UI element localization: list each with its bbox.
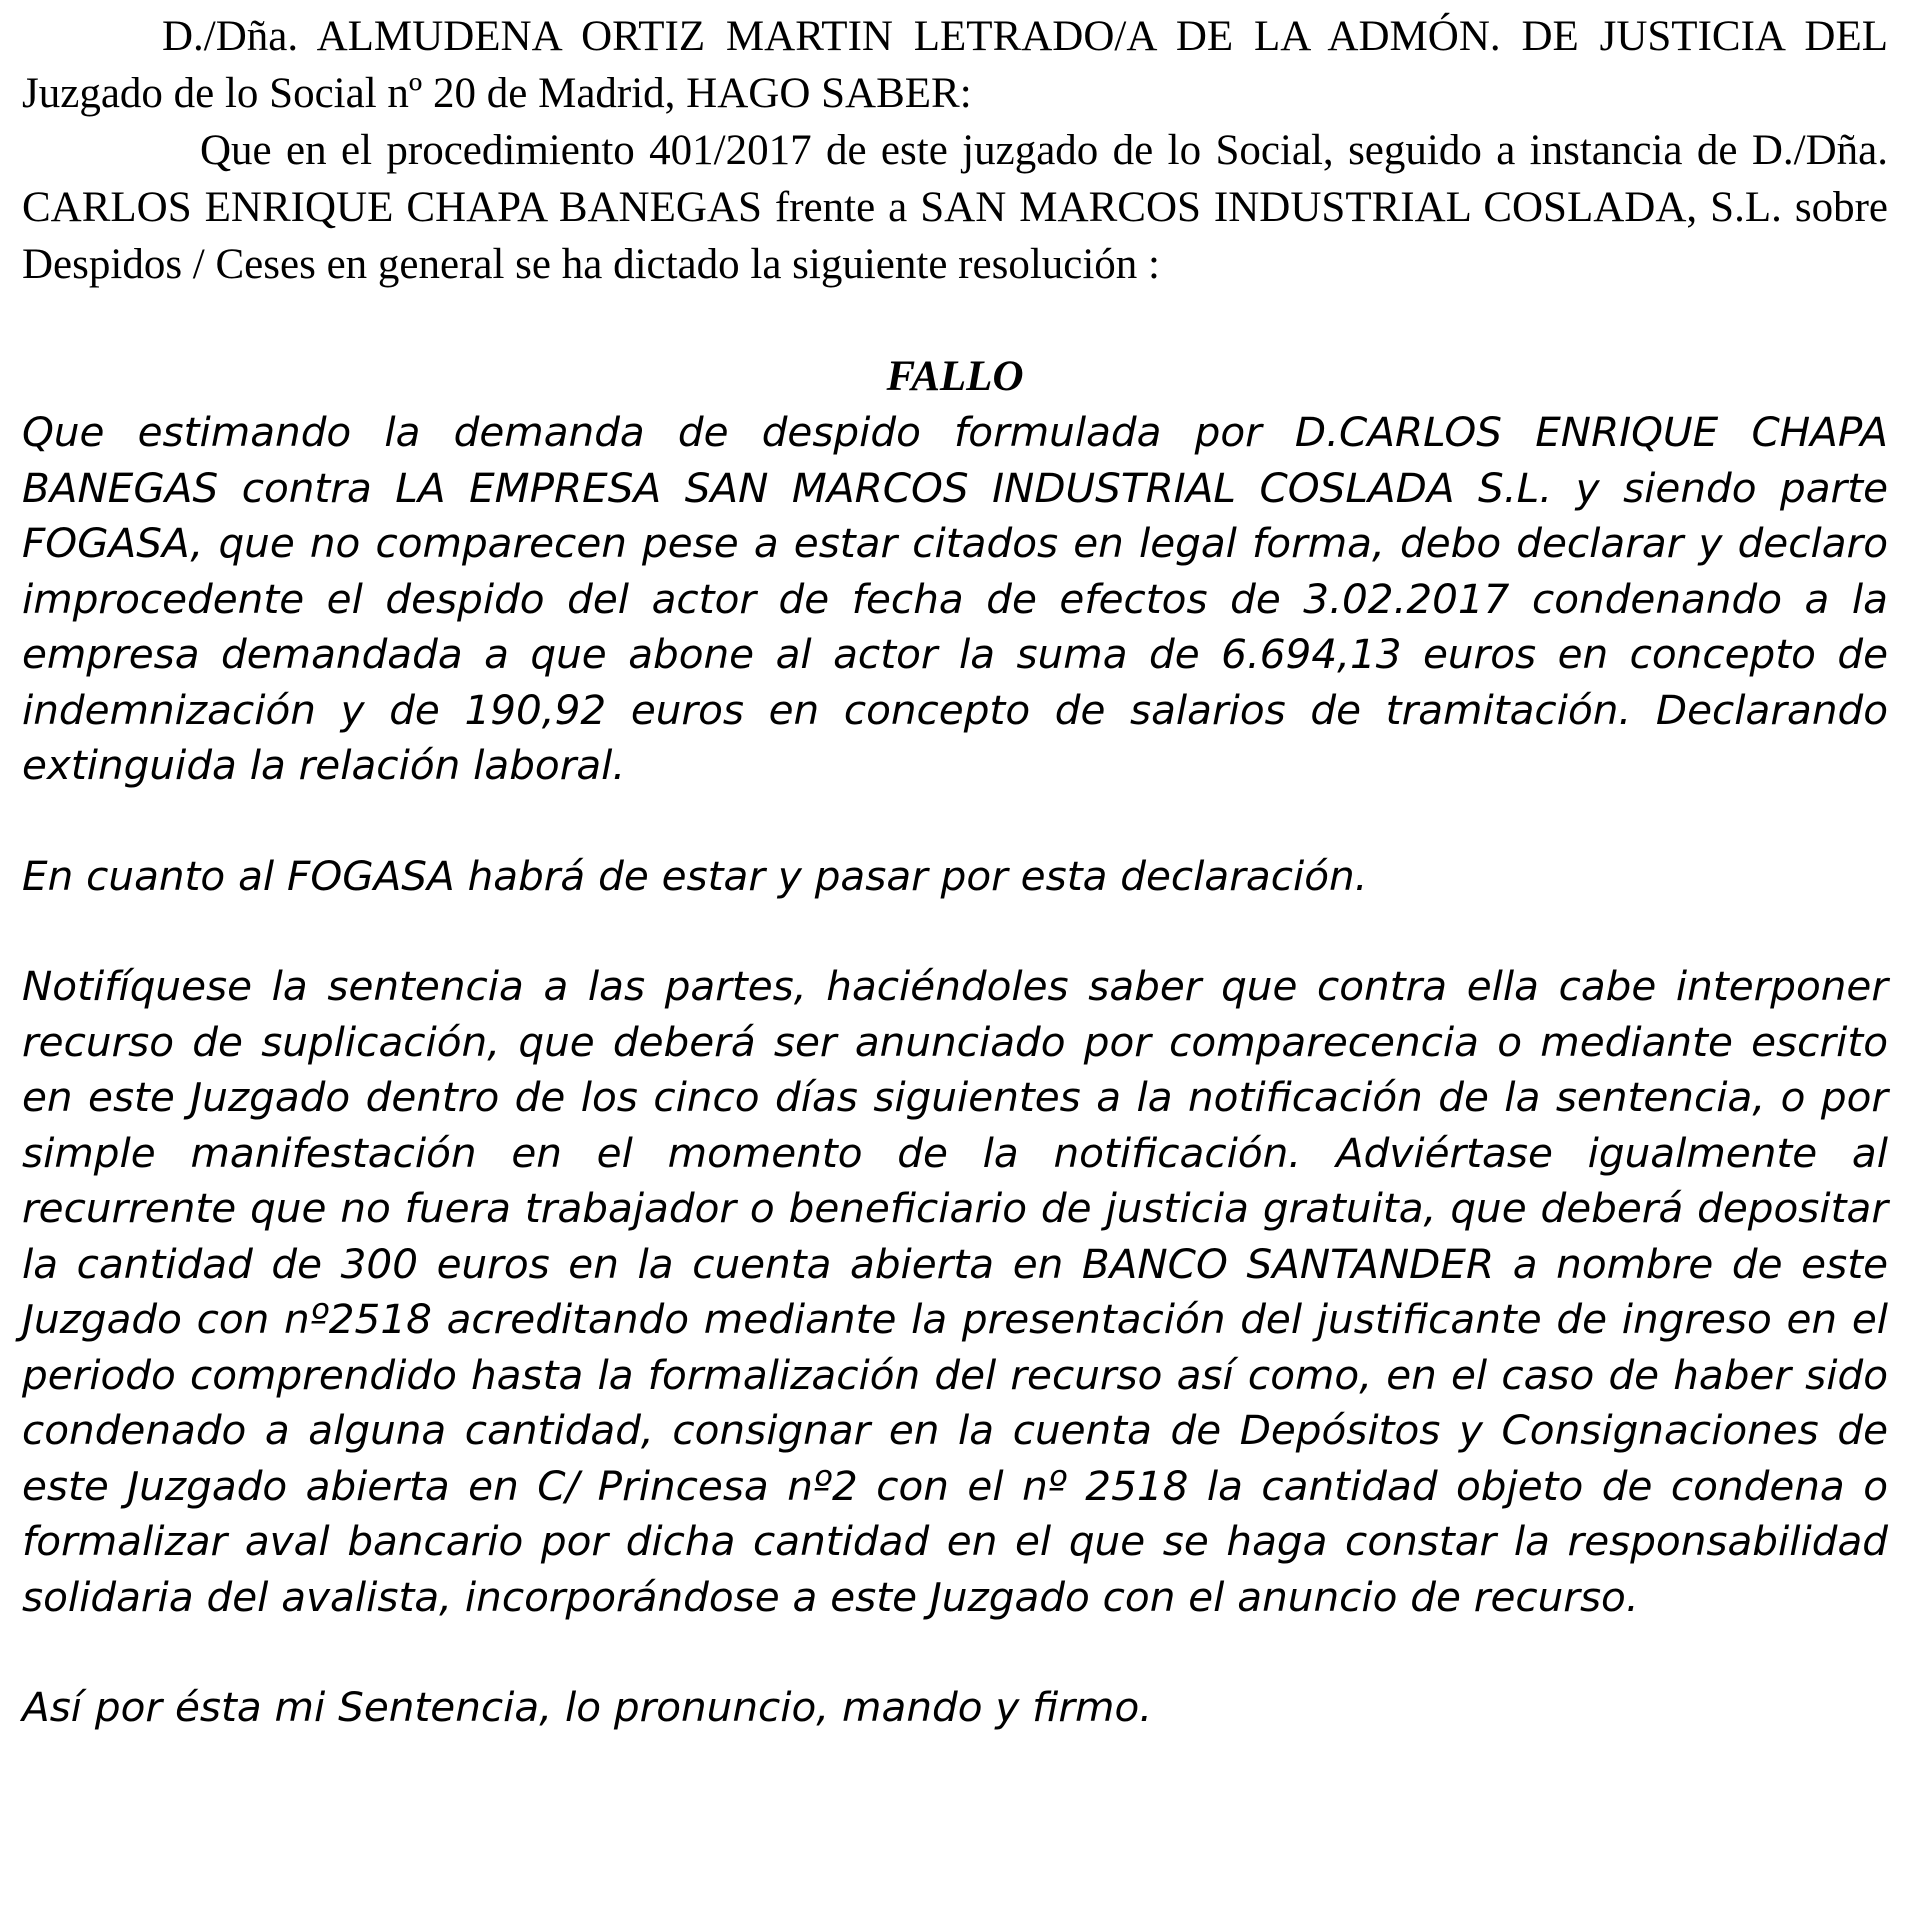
notification-paragraph: Notifíquese la sentencia a las partes, haciéndoles saber que contra ella cabe interponer recurso de suplicación, que deberá ser anunciado por comparecencia o mediante escrito en este Juzgado dentro de los cinco días siguientes a la notificación de la sentencia, o por simple manifestación en el momento de la notificación. Adviértase igualmente al recurrente que no fuera trabajador o beneficiario de justicia gratuita, que deberá depositar la cantidad de 300 euros en la cuenta abierta en BANCO SANTANDER a nombre de este Juzgado con nº2518 acreditando mediante la presentación del justificante de ingreso en el periodo comprendido hasta la formalización del recurso así como, en el caso de haber sido condenado a alguna cantidad, consignar en la cuenta de Depósitos y Consignaciones de este Juzgado abierta en C/ Princesa nº2 con el nº 2518 la cantidad objeto de condena o formalizar aval bancario por dicha cantidad en el que se haga constar la responsabilidad solidaria del avalista, incorporándose a este Juzgado con el anuncio de recurso. bbox=[22, 962, 1888, 1621]
ruling-heading: FALLO bbox=[886, 353, 1024, 400]
procedure-paragraph: Que en el procedimiento 401/2017 de este juzgado de lo Social, seguido a instancia de D./Dña. CARLOS ENRIQUE CHAPA BANEGAS frente a SAN MARCOS INDUSTRIAL COSLADA, S.L. sobre Despidos / Ceses en general se ha dictado la siguiente resolución : bbox=[22, 127, 1888, 288]
closing-line: Así por ésta mi Sentencia, lo pronuncio, mando y firmo. bbox=[22, 1683, 1153, 1731]
intro-paragraph: D./Dña. ALMUDENA ORTIZ MARTIN LETRADO/A DE LA ADMÓN. DE JUSTICIA DEL Juzgado de lo Social nº 20 de Madrid, HAGO SABER: bbox=[22, 13, 1888, 117]
fogasa-paragraph: En cuanto al FOGASA habrá de estar y pasar por esta declaración. bbox=[22, 851, 1368, 900]
ruling-paragraph: Que estimando la demanda de despido formulada por D.CARLOS ENRIQUE CHAPA BANEGAS contra LA EMPRESA SAN MARCOS INDUSTRIAL COSLADA S.L. y siendo parte FOGASA, que no comparecen pese a estar citados en legal forma, debo declarar y declaro improcedente el despido del actor de fecha de efectos de 3.02.2017 condenando a la empresa demandada a que abone al actor la suma de 6.694,13 euros en concepto de indemnización y de 190,92 euros en concepto de salarios de tramitación. Declarando extinguida la relación laboral. bbox=[22, 408, 1888, 789]
document-page bbox=[22, 8, 1888, 1736]
